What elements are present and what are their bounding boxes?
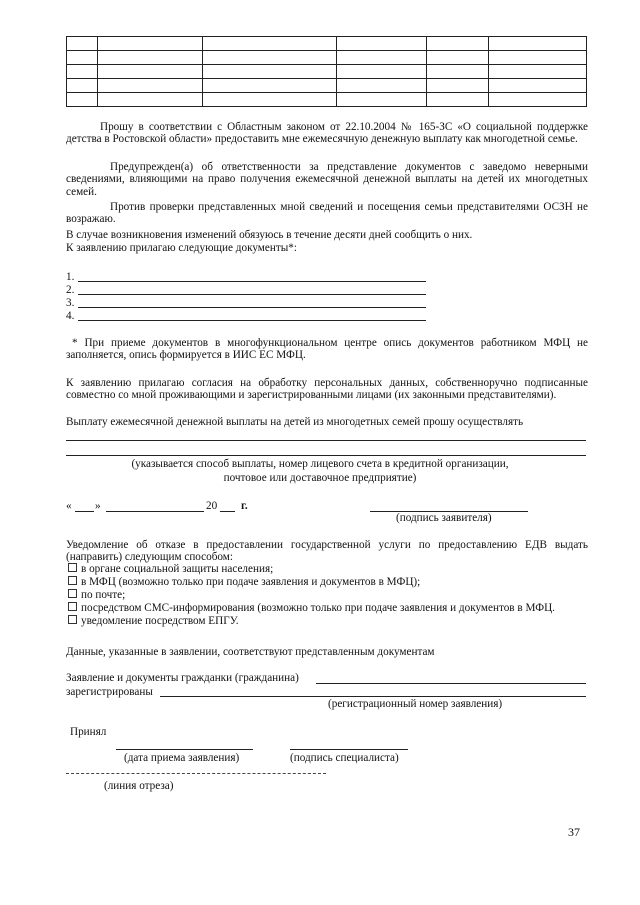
table-row bbox=[67, 79, 587, 93]
checkbox[interactable] bbox=[68, 589, 77, 598]
verification-paragraph: Против проверки представленных мной сведений и посещения семьи представителями ОСЗН не возражаю. bbox=[66, 201, 588, 226]
table-row bbox=[67, 93, 587, 107]
checkbox[interactable] bbox=[68, 602, 77, 611]
document-line-1[interactable] bbox=[78, 281, 426, 282]
date-year-suffix: г. bbox=[241, 500, 248, 512]
payment-caption-1: (указывается способ выплаты, номер лицевого счета в кредитной организации, bbox=[131, 458, 509, 470]
attachments-heading: К заявлению прилагаю следующие документы*: bbox=[66, 242, 297, 254]
document-item-3: 3. bbox=[66, 297, 75, 309]
payment-line-1[interactable] bbox=[66, 440, 586, 441]
applicant-name-field[interactable] bbox=[316, 683, 586, 684]
request-paragraph: Прошу в соответствии с Областным законом от 22.10.2004 № 165-ЗС «О социальной поддержке детства в Ростовской области» предоставить мне ежемесячную денежную выплату как многодетной семье. bbox=[66, 121, 588, 146]
payment-line-2[interactable] bbox=[66, 455, 586, 456]
specialist-signature-field[interactable] bbox=[290, 749, 408, 750]
document-line-4[interactable] bbox=[78, 320, 426, 321]
cut-line-label: (линия отреза) bbox=[104, 780, 174, 792]
document-item-2: 2. bbox=[66, 284, 75, 296]
date-day-field[interactable] bbox=[75, 511, 94, 512]
notice-option-mfc[interactable]: в МФЦ (возможно только при подаче заявления и документов в МФЦ); bbox=[68, 576, 420, 589]
notice-option-epgu[interactable]: уведомление посредством ЕПГУ. bbox=[68, 615, 239, 628]
notice-intro: Уведомление об отказе в предоставлении государственной услуги по предоставлению ЕДВ выдать (направить) следующим способом: bbox=[66, 539, 588, 564]
confirmation-text: Данные, указанные в заявлении, соответствуют представленным документам bbox=[66, 646, 435, 658]
document-item-4: 4. bbox=[66, 310, 75, 322]
applicant-table bbox=[66, 36, 587, 107]
date-month-field[interactable] bbox=[106, 511, 204, 512]
document-line-3[interactable] bbox=[78, 307, 426, 308]
registration-label-2: зарегистрированы bbox=[66, 686, 153, 698]
notice-option-post[interactable]: по почте; bbox=[68, 589, 125, 602]
table-row bbox=[67, 65, 587, 79]
notice-option-osn[interactable]: в органе социальной защиты населения; bbox=[68, 563, 273, 576]
table-row bbox=[67, 37, 587, 51]
document-line-2[interactable] bbox=[78, 294, 426, 295]
consent-paragraph: К заявлению прилагаю согласия на обработку персональных данных, собственноручно подписанные совместно со мной проживающими и зарегистрированными лицами (их законными представителями). bbox=[66, 377, 588, 402]
checkbox[interactable] bbox=[68, 615, 77, 624]
document-item-1: 1. bbox=[66, 271, 75, 283]
specialist-signature-caption: (подпись специалиста) bbox=[290, 752, 399, 764]
accept-date-field[interactable] bbox=[116, 749, 253, 750]
cut-line bbox=[66, 773, 326, 774]
mfc-footnote: * При приеме документов в многофункциональном центре опись документов работником МФЦ не заполняется, опись формируется в ИИС ЕС МФЦ. bbox=[66, 337, 588, 362]
date-close-quote: » bbox=[95, 500, 101, 512]
notice-option-sms[interactable]: посредством СМС-информирования (возможно только при подаче заявления и документов в МФЦ. bbox=[68, 602, 555, 615]
registration-caption: (регистрационный номер заявления) bbox=[328, 698, 503, 710]
table-row bbox=[67, 51, 587, 65]
applicant-signature-caption: (подпись заявителя) bbox=[396, 512, 492, 524]
date-year-field[interactable] bbox=[220, 511, 235, 512]
checkbox[interactable] bbox=[68, 563, 77, 572]
accepted-label: Принял bbox=[70, 726, 107, 738]
warning-paragraph: Предупрежден(а) об ответственности за представление документов с заведомо неверными сведениями, влияющими на право получения ежемесячной денежной выплаты на детей их многодетных семей. bbox=[66, 161, 588, 198]
payment-intro: Выплату ежемесячной денежной выплаты на детей из многодетных семей прошу осуществлять bbox=[66, 416, 524, 428]
date-year-prefix: 20 bbox=[206, 500, 218, 512]
checkbox[interactable] bbox=[68, 576, 77, 585]
payment-caption-2: почтовое или доставочное предприятие) bbox=[223, 472, 417, 484]
changes-paragraph: В случае возникновения изменений обязуюсь в течение десяти дней сообщить о них. bbox=[66, 229, 473, 241]
registration-label-1: Заявление и документы гражданки (гражданина) bbox=[66, 672, 299, 684]
accept-date-caption: (дата приема заявления) bbox=[124, 752, 240, 764]
page-number: 37 bbox=[568, 825, 580, 839]
date-open-quote: « bbox=[66, 500, 72, 512]
